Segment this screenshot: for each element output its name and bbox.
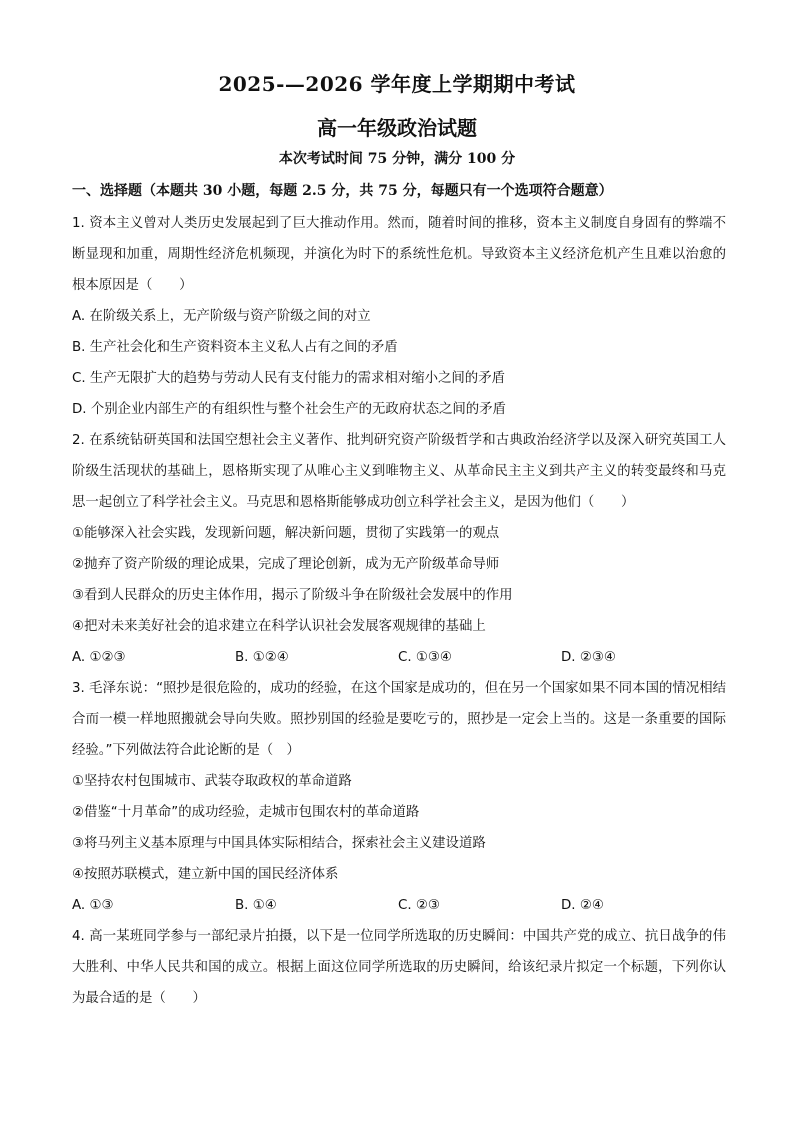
option-a: A. ①③ (72, 898, 114, 913)
option-b: B. ①②④ (235, 650, 289, 665)
statement-4: ④把对未来美好社会的追求建立在科学认识社会发展客观规律的基础上 (72, 619, 486, 634)
option-d: D. ②④ (561, 898, 604, 913)
question-4 (72, 921, 726, 1014)
option-row (72, 642, 726, 673)
statement-4: ④按照苏联模式，建立新中国的国民经济体系 (72, 867, 339, 882)
exam-title: 2025-—2026 学年度上学期期中考试 (218, 72, 576, 96)
option-c: C. ②③ (398, 898, 440, 913)
question-stem: 2. 在系统钻研英国和法国空想社会主义著作、批判研究资产阶级哲学和古典政治经济学以及深入研究英国工人阶级生活现状的基础上，恩格斯实现了从唯心主义到唯物主义、从革命民主主义到共产主义的转变最终和马克思一起创立了科学社会主义。马克思和恩格斯能够成功创立科学社会主义，是因为他们（ ） (72, 433, 726, 510)
question-stem: 4. 高一某班同学参与一部纪录片拍摄，以下是一位同学所选取的历史瞬间：中国共产党的成立、抗日战争的伟大胜利、中华人民共和国的成立。根据上面这位同学所选取的历史瞬间，给该纪录片拟定一个标题，下列你认为最合适的是（ ） (72, 929, 726, 1006)
question-3 (72, 673, 726, 921)
option-c: C. ①③④ (398, 650, 452, 665)
question-stem: 1. 资本主义曾对人类历史发展起到了巨大推动作用。然而，随着时间的推移，资本主义制度自身固有的弊端不断显现和加重，周期性经济危机频现，并演化为时下的系统性危机。导致资本主义经济危机产生且难以治愈的根本原因是（ ） (72, 216, 726, 293)
statement-1: ①坚持农村包围城市、武装夺取政权的革命道路 (72, 774, 352, 789)
statement-2: ②抛弃了资产阶级的理论成果，完成了理论创新，成为无产阶级革命导师 (72, 557, 500, 572)
option-d: D. ②③④ (561, 650, 616, 665)
statement-2: ②借鉴“十月革命”的成功经验，走城市包围农村的革命道路 (72, 805, 420, 820)
option-b: B. 生产社会化和生产资料资本主义私人占有之间的矛盾 (72, 340, 398, 355)
statement-3: ③看到人民群众的历史主体作用，揭示了阶级斗争在阶级社会发展中的作用 (72, 588, 513, 603)
option-b: B. ①④ (235, 898, 277, 913)
option-c: C. 生产无限扩大的趋势与劳动人民有支付能力的需求相对缩小之间的矛盾 (72, 371, 505, 386)
statement-1: ①能够深入社会实践，发现新问题，解决新问题，贯彻了实践第一的观点 (72, 526, 500, 541)
question-list (72, 208, 726, 1014)
question-stem: 3. 毛泽东说：“照抄是很危险的，成功的经验，在这个国家是成功的，但在另一个国家如果不同本国的情况相结合而一模一样地照搬就会导向失败。照抄别国的经验是要吃亏的，照抄是一定会上当的。这是一条重要的国际经验。”下列做法符合此论断的是（ ） (72, 681, 726, 758)
question-2 (72, 425, 726, 673)
option-row (72, 890, 726, 921)
statement-3: ③将马列主义基本原理与中国具体实际相结合，探索社会主义建设道路 (72, 836, 486, 851)
option-a: A. ①②③ (72, 650, 126, 665)
option-a: A. 在阶级关系上，无产阶级与资产阶级之间的对立 (72, 309, 371, 324)
option-d: D. 个别企业内部生产的有组织性与整个社会生产的无政府状态之间的矛盾 (72, 402, 506, 417)
section-heading: 一、选择题（本题共 30 小题，每题 2.5 分，共 75 分，每题只有一个选项符合题意） (72, 183, 613, 199)
exam-subtitle: 高一年级政治试题 (317, 116, 477, 140)
exam-info: 本次考试时间 75 分钟，满分 100 分 (278, 151, 516, 167)
question-1 (72, 208, 726, 425)
